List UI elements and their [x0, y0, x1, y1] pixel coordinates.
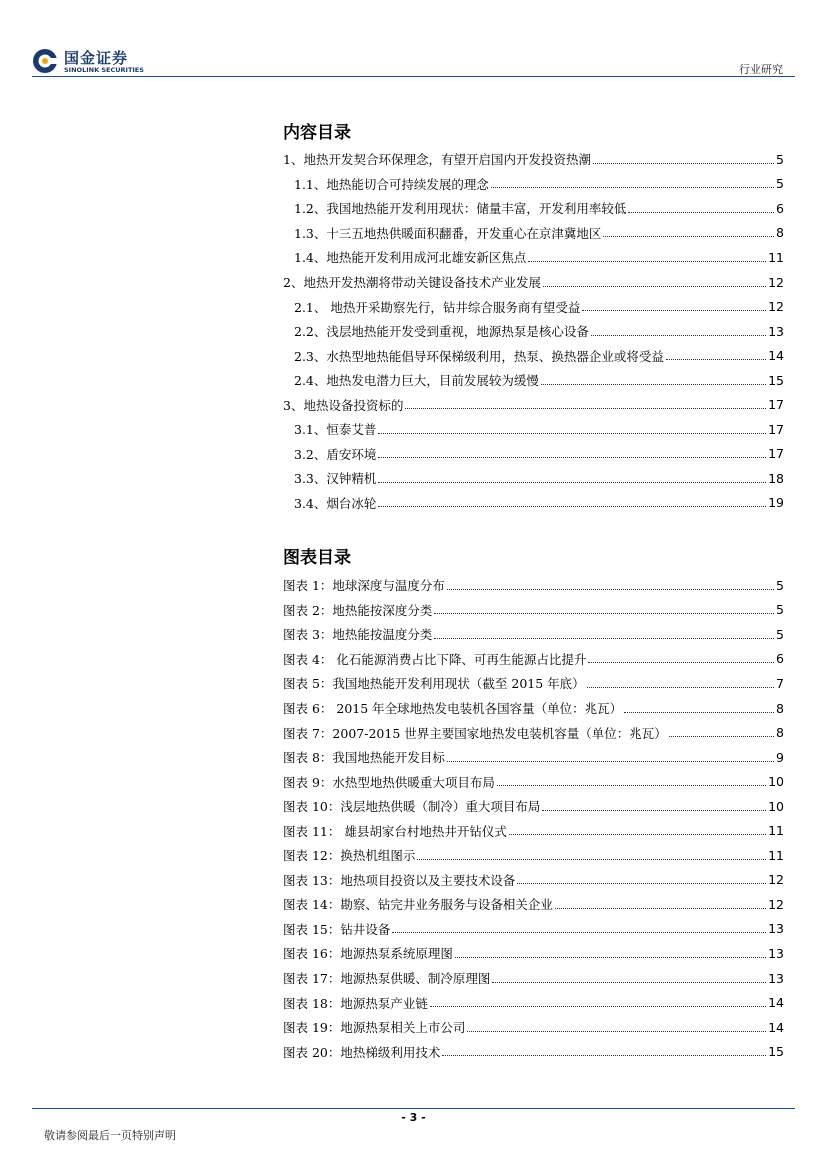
toc-entry-page-number: 13: [768, 323, 784, 339]
figure-entry-title: 图表 15：钻井设备: [283, 921, 391, 937]
toc-entry-title: 3.1、恒泰艾普: [294, 422, 377, 438]
page-header: [0, 0, 827, 80]
figure-entry-title: 图表 10：浅层地热供暖（制冷）重大项目布局: [283, 799, 541, 815]
figure-entry-title: 图表 6： 2015 年全球地热发电装机各国容量（单位：兆瓦）: [283, 701, 623, 716]
figure-entry[interactable]: [283, 573, 784, 598]
figure-entry-title: 图表 3：地热能按温度分类: [283, 627, 433, 643]
figure-entry-title: 图表 17：地源热泵供暖、制冷原理图: [283, 971, 491, 987]
figure-entry-title: 图表 2：地热能按深度分类: [283, 602, 433, 618]
figure-entry-title: 图表 9：水热型地热供暖重大项目布局: [283, 774, 495, 790]
figure-entry-page-number: 13: [768, 945, 784, 961]
figures-list: [283, 573, 784, 1064]
figure-entry[interactable]: [283, 843, 784, 868]
toc-entry-page-number: 5: [776, 176, 784, 192]
dot-leader: [497, 785, 766, 786]
sinolink-logo-icon: [32, 48, 58, 74]
toc-entry[interactable]: [283, 442, 784, 467]
figure-entry-title: 图表 12：换热机组图示: [283, 848, 416, 864]
figure-entry-page-number: 9: [776, 749, 784, 765]
figure-entry[interactable]: [283, 868, 784, 893]
dot-leader: [528, 261, 766, 262]
toc-entry-page-number: 17: [768, 446, 784, 462]
figure-entry-title: 图表 11： 雄县胡家台村地热井开钻仪式: [283, 823, 507, 839]
dot-leader: [587, 687, 774, 688]
toc-entry[interactable]: [283, 392, 784, 417]
toc-entry-page-number: 17: [768, 397, 784, 413]
figure-entry-page-number: 5: [776, 602, 784, 618]
dot-leader: [491, 187, 774, 188]
figure-entry-page-number: 13: [768, 921, 784, 937]
figure-entry-page-number: 11: [768, 823, 784, 839]
toc-entry-page-number: 5: [776, 151, 784, 167]
figure-entry[interactable]: [283, 794, 784, 819]
figure-entry-page-number: 13: [768, 970, 784, 986]
toc-entry-page-number: 18: [768, 470, 784, 486]
toc-entry-title: 1.3、十三五地热供暖面积翻番，开发重心在京津冀地区: [294, 225, 602, 241]
figure-entry[interactable]: [283, 598, 784, 623]
contents-title: 内容目录: [283, 123, 351, 143]
dot-leader: [543, 286, 766, 287]
toc-entry-title: 3.3、汉钟精机: [294, 471, 377, 487]
figure-entry-title: 图表 4： 化石能源消费占比下降、可再生能源占比提升: [283, 651, 587, 667]
figure-entry-title: 图表 19：地源热泵相关上市公司: [283, 1020, 466, 1036]
figure-entry-title: 图表 16：地源热泵系统原理图: [283, 946, 453, 962]
figure-entry[interactable]: [283, 745, 784, 770]
dot-leader: [378, 457, 766, 458]
toc-entry[interactable]: [283, 491, 784, 516]
page-number: - 3 -: [401, 1111, 426, 1124]
dot-leader: [541, 384, 766, 385]
figure-entry-page-number: 10: [768, 798, 784, 814]
dot-leader: [492, 982, 766, 983]
disclaimer-note: 敬请参阅最后一页特别声明: [44, 1129, 176, 1142]
figure-entry-page-number: 8: [776, 700, 784, 716]
figure-entry[interactable]: [283, 990, 784, 1015]
figure-entry-page-number: 12: [768, 896, 784, 912]
figure-entry[interactable]: [283, 696, 784, 721]
toc-entry[interactable]: [283, 368, 784, 393]
toc-entry[interactable]: [283, 270, 784, 295]
dot-leader: [455, 957, 766, 958]
figure-entry[interactable]: [283, 1015, 784, 1040]
figure-entry-title: 图表 18：地源热泵产业链: [283, 995, 428, 1011]
figure-entry-title: 图表 1：地球深度与温度分布: [283, 578, 445, 594]
toc-entry-page-number: 12: [768, 274, 784, 290]
figure-entry-title: 图表 20：地热梯级利用技术: [283, 1044, 441, 1060]
figure-entry-page-number: 8: [776, 725, 784, 741]
figure-entry-title: 图表 8：我国地热能开发目标: [283, 750, 445, 766]
dot-leader: [405, 408, 766, 409]
toc-entry-page-number: 6: [776, 200, 784, 216]
dot-leader: [392, 932, 766, 933]
dot-leader: [669, 736, 774, 737]
figure-entry[interactable]: [283, 966, 784, 991]
figure-entry[interactable]: [283, 671, 784, 696]
toc-entry-page-number: 17: [768, 421, 784, 437]
dot-leader: [628, 212, 774, 213]
figure-entry-page-number: 14: [768, 995, 784, 1011]
dot-leader: [378, 506, 766, 507]
dot-leader: [467, 1031, 766, 1032]
figure-entry-page-number: 14: [768, 1019, 784, 1035]
toc-entry-title: 1.2、我国地热能开发利用现状：储量丰富，开发利用率较低: [294, 201, 627, 217]
figure-entry[interactable]: [283, 1039, 784, 1064]
toc-entry-title: 2.4、地热发电潜力巨大，目前发展较为缓慢: [294, 373, 539, 389]
dot-leader: [434, 638, 774, 639]
toc-entry-title: 2.1、 地热开采勘察先行，钻井综合服务商有望受益: [294, 299, 581, 315]
logo-english-name: SINOLINK SECURITIES: [64, 66, 144, 74]
dot-leader: [603, 236, 774, 237]
figure-entry-page-number: 5: [776, 626, 784, 642]
toc-entry-title: 2、地热开发热潮将带动关键设备技术产业发展: [283, 275, 541, 290]
figure-entry[interactable]: [283, 647, 784, 672]
toc-entry[interactable]: [283, 343, 784, 368]
figure-entry[interactable]: [283, 769, 784, 794]
figure-entry[interactable]: [283, 622, 784, 647]
figure-entry-page-number: 6: [776, 651, 784, 667]
dot-leader: [555, 908, 766, 909]
contents-list: [283, 147, 784, 515]
toc-entry[interactable]: [283, 245, 784, 270]
dot-leader: [442, 1055, 766, 1056]
dot-leader: [430, 1006, 766, 1007]
dot-leader: [593, 163, 774, 164]
figure-entry[interactable]: [283, 720, 784, 745]
toc-entry-title: 1.1、地热能切合可持续发展的理念: [294, 176, 489, 192]
toc-entry-title: 3.4、烟台冰轮: [294, 495, 377, 511]
toc-entry[interactable]: [283, 172, 784, 197]
toc-entry-page-number: 14: [768, 348, 784, 364]
figure-entry-title: 图表 14：勘察、钻完井业务服务与设备相关企业: [283, 897, 553, 913]
figure-entry-page-number: 7: [776, 675, 784, 691]
figure-entry[interactable]: [283, 892, 784, 917]
dot-leader: [434, 613, 774, 614]
toc-entry[interactable]: [283, 147, 784, 172]
figure-entry[interactable]: [283, 818, 784, 843]
toc-entry-page-number: 15: [768, 372, 784, 388]
toc-entry-title: 1.4、地热能开发利用成河北雄安新区焦点: [294, 250, 527, 266]
dot-leader: [517, 883, 766, 884]
toc-entry-title: 1、地热开发契合环保理念，有望开启国内开发投资热潮: [283, 152, 591, 168]
figure-entry[interactable]: [283, 941, 784, 966]
dot-leader: [378, 433, 766, 434]
toc-entry-title: 2.2、浅层地热能开发受到重视，地源热泵是核心设备: [294, 324, 589, 340]
figure-entry-title: 图表 5：我国地热能开发利用现状（截至 2015 年底）: [283, 676, 585, 692]
dot-leader: [447, 589, 774, 590]
company-logo: [32, 44, 172, 78]
footer-divider: [32, 1108, 795, 1109]
figures-title: 图表目录: [283, 548, 351, 568]
figure-entry-page-number: 10: [768, 774, 784, 790]
toc-entry-page-number: 12: [768, 299, 784, 315]
toc-entry-page-number: 19: [768, 495, 784, 511]
figure-entry-title: 图表 7：2007-2015 世界主要国家地热发电装机容量（单位：兆瓦）: [283, 725, 667, 741]
logo-chinese-name: 国金证券: [64, 49, 129, 67]
toc-entry-title: 3、地热设备投资标的: [283, 397, 404, 413]
toc-entry[interactable]: [283, 294, 784, 319]
dot-leader: [378, 482, 766, 483]
dot-leader: [591, 335, 766, 336]
dot-leader: [509, 834, 766, 835]
toc-entry[interactable]: [283, 417, 784, 442]
toc-entry[interactable]: [283, 319, 784, 344]
toc-entry[interactable]: [283, 196, 784, 221]
header-divider: [32, 76, 795, 77]
toc-entry[interactable]: [283, 221, 784, 246]
dot-leader: [582, 310, 766, 311]
report-category-label: 行业研究: [739, 63, 783, 76]
toc-entry-page-number: 8: [776, 225, 784, 241]
toc-entry[interactable]: [283, 466, 784, 491]
dot-leader: [588, 662, 774, 663]
toc-entry-page-number: 11: [768, 249, 784, 265]
figure-entry[interactable]: [283, 917, 784, 942]
figure-entry-page-number: 15: [768, 1044, 784, 1060]
dot-leader: [666, 359, 766, 360]
toc-entry-title: 3.2、盾安环境: [294, 446, 377, 462]
toc-entry-title: 2.3、水热型地热能倡导环保梯级利用，热泵、换热器企业或将受益: [294, 348, 664, 364]
dot-leader: [447, 761, 774, 762]
dot-leader: [417, 859, 766, 860]
figure-entry-page-number: 11: [768, 847, 784, 863]
figure-entry-page-number: 12: [768, 872, 784, 888]
dot-leader: [542, 810, 766, 811]
figure-entry-page-number: 5: [776, 577, 784, 593]
dot-leader: [624, 712, 774, 713]
figure-entry-title: 图表 13：地热项目投资以及主要技术设备: [283, 872, 516, 888]
